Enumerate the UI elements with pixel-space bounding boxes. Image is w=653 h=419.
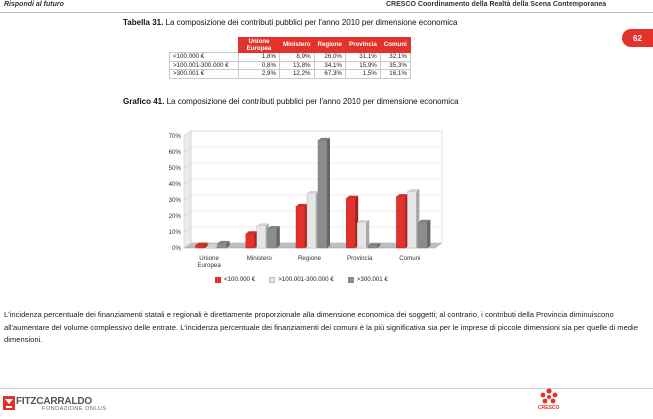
y-tick-label: 0%: [172, 245, 181, 252]
y-tick-label: 60%: [168, 149, 181, 156]
bar: [257, 226, 266, 248]
legend-item: [269, 276, 334, 283]
table-cell: 12,2%: [280, 70, 315, 79]
bar: [396, 197, 405, 248]
x-tick-label: Ministero: [246, 255, 272, 262]
x-tick-label: Unione: [199, 255, 219, 262]
bar: [268, 228, 277, 248]
y-tick-label: 40%: [168, 181, 181, 188]
table-cell: 2,9%: [239, 70, 280, 79]
legend-label: >300.001 €: [356, 276, 388, 283]
table-cell: 1,5%: [345, 70, 380, 79]
cresco-logo: [534, 386, 564, 419]
footer-logo-text: FITZCARRALDO: [16, 396, 92, 407]
page-number-tab: 62: [622, 29, 653, 47]
row-label: >100.001-300.000 €: [170, 61, 239, 70]
body-paragraph: L'incidenza percentuale dei finanziamenti statali e regionali è direttamente proporzionale alla dimensione economica dei soggetti; al contrario, i contributi della Provincia diminuiscono all'aumentare del volume complessivo delle entrate. L'incidenza percentuale dei finanziamenti dei comuni è la più significativa sia per le imprese di piccole dimensioni sia per quelle di medie dimensioni.: [4, 310, 638, 345]
table-cell: 34,1%: [314, 61, 345, 70]
y-tick-label: 70%: [168, 133, 181, 140]
table-cell: 15,9%: [345, 61, 380, 70]
bar-side: [366, 220, 369, 248]
bar: [418, 222, 427, 248]
legend-label: <100.000 €: [224, 276, 256, 283]
column-header: Regione: [314, 38, 345, 53]
table-cell: 0,8%: [239, 61, 280, 70]
table-row: [170, 70, 411, 79]
y-tick-label: 10%: [168, 229, 181, 236]
chart-caption-label: Grafico 41.: [123, 97, 165, 106]
chart-caption: [123, 97, 459, 106]
bar: [368, 246, 377, 248]
legend-item: [215, 276, 255, 283]
x-tick-label: Europea: [197, 262, 221, 269]
row-label: <100.000 €: [170, 53, 239, 62]
legend-swatch: [269, 277, 275, 283]
table-cell: 1,8%: [239, 53, 280, 62]
table-cell: 31,1%: [345, 53, 380, 62]
table-cell: 8,9%: [280, 53, 315, 62]
chart-caption-text: La composizione dei contributi pubblici per l'anno 2010 per dimensione economica: [164, 97, 459, 106]
y-tick-label: 20%: [168, 213, 181, 220]
legend-swatch: [215, 277, 221, 283]
table-corner-cell: [170, 38, 239, 53]
bar: [196, 245, 205, 248]
x-tick-label: Regione: [297, 255, 322, 262]
bar: [296, 206, 305, 248]
table-cell: 26,0%: [314, 53, 345, 62]
bar: [357, 223, 366, 248]
bar: [307, 193, 316, 248]
chart-legend: [215, 276, 388, 283]
data-table: [169, 37, 411, 79]
table-cell: 35,3%: [380, 61, 410, 70]
legend-label: >100.001-300.000 €: [278, 276, 334, 283]
column-header: Provincia: [345, 38, 380, 53]
bar: [318, 140, 327, 248]
running-header-left: Rispondi al futuro: [4, 1, 64, 8]
x-tick-label: Provincia: [346, 255, 373, 262]
bar: [207, 247, 216, 248]
bar: [407, 192, 416, 248]
table-cell: 32,1%: [380, 53, 410, 62]
y-tick-label: 30%: [168, 197, 181, 204]
cresco-logo-text: CRESCO: [538, 405, 560, 411]
footer-logo-subtitle: FONDAZIONE ONLUS: [42, 406, 107, 412]
bar: [346, 198, 355, 248]
running-header-right: CRESCO Coordinamento della Realtà della Scena Contemporanea: [386, 1, 607, 8]
table-row: [170, 61, 411, 70]
table-caption-text: La composizione dei contributi pubblici per l'anno 2010 per dimensione economica: [163, 18, 458, 27]
row-label: >300.001 €: [170, 70, 239, 79]
x-tick-label: Comuni: [399, 255, 421, 262]
legend-swatch: [348, 277, 354, 283]
table-header-row: [170, 38, 411, 53]
table-caption: [123, 18, 457, 27]
y-tick-label: 50%: [168, 165, 181, 172]
column-header: Ministero: [280, 38, 315, 53]
table-caption-label: Tabella 31.: [123, 18, 164, 27]
bar-side: [427, 220, 430, 248]
header-divider: [0, 12, 653, 13]
chart-side-wall: [184, 131, 191, 248]
bar: [246, 234, 255, 248]
bar: [218, 243, 227, 248]
table-cell: 13,8%: [280, 61, 315, 70]
bar-side: [277, 226, 280, 248]
column-header: Unione Europea: [239, 38, 280, 53]
fitzcarraldo-logo-icon: [3, 396, 15, 410]
table-cell: 67,3%: [314, 70, 345, 79]
column-header: Comuni: [380, 38, 410, 53]
legend-item: [348, 276, 388, 283]
bar-side: [327, 138, 330, 248]
table-row: [170, 53, 411, 62]
bar-chart: [160, 120, 450, 272]
table-cell: 16,1%: [380, 70, 410, 79]
